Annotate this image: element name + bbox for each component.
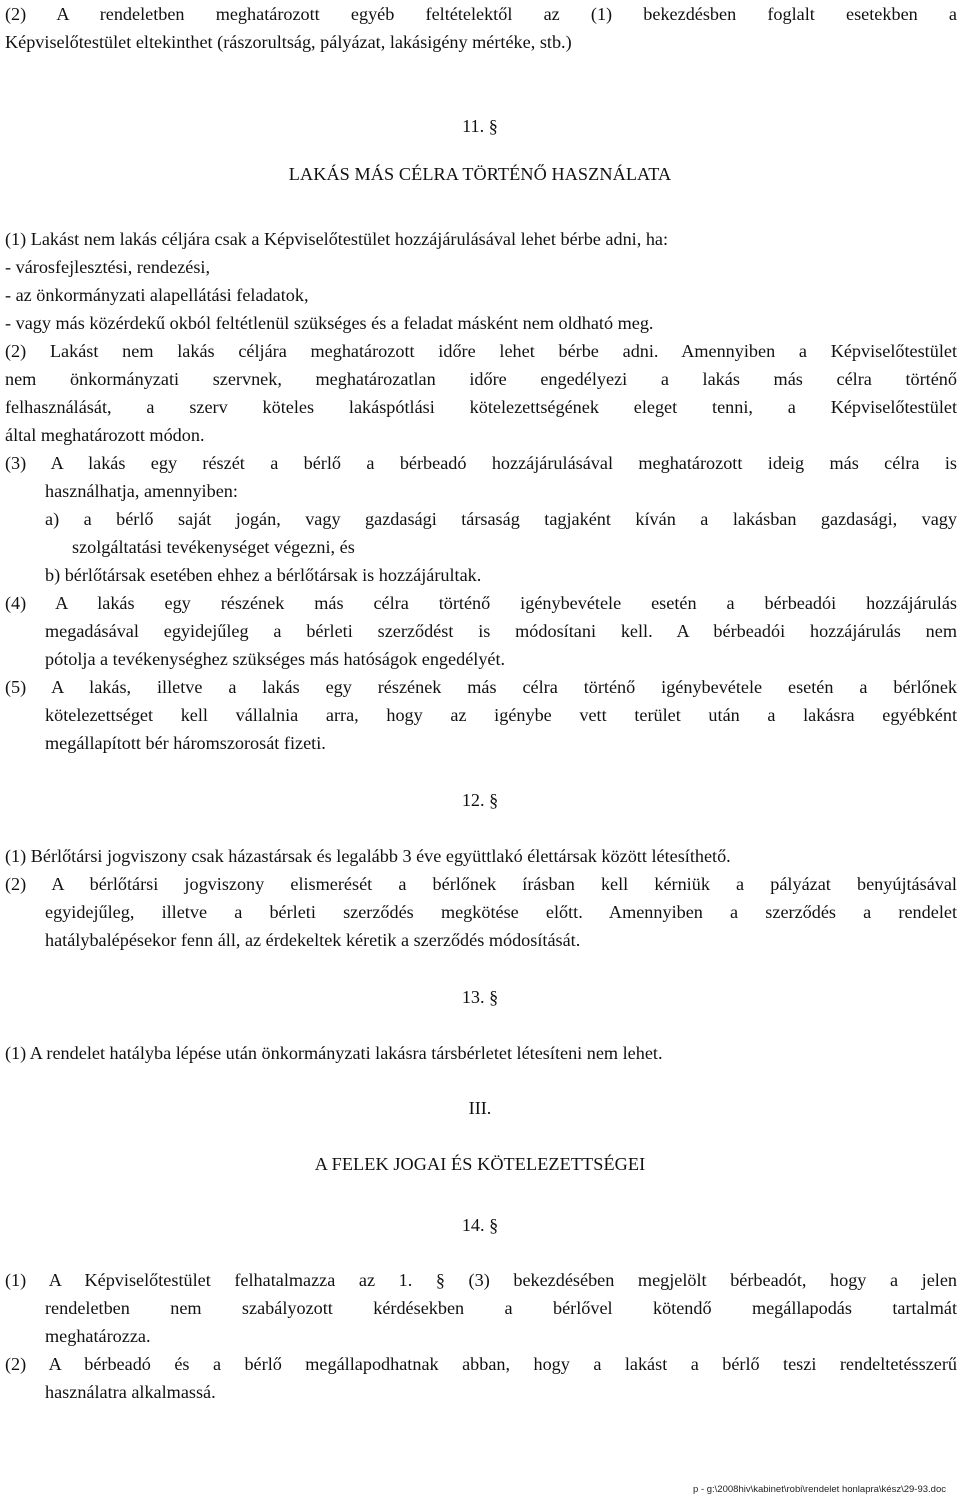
paragraph-line: használhatja, amennyiben: [45, 481, 238, 501]
section-number-13: 13. § [461, 987, 499, 1007]
list-item: - vagy más közérdekű okból feltétlenül szükséges és a feladat másként nem oldható meg. [5, 313, 654, 333]
footer-file-path: p - g:\2008hiv\kabinet\robi\rendelet honlapra\kész\29-93.doc [693, 1484, 946, 1495]
paragraph-line: pótolja a tevékenységhez szükséges más hatóságok engedélyét. [45, 649, 506, 669]
list-item: - az önkormányzati alapellátási feladatok, [5, 285, 309, 305]
paragraph-line: meghatározza. [45, 1326, 151, 1346]
paragraph-line: felhasználását, a szerv köteles lakáspótlási kötelezettségének eleget tenni, a Képviselőtestület [5, 397, 957, 417]
paragraph-line: által meghatározott módon. [5, 425, 205, 445]
paragraph-line: megállapított bér háromszorosát fizeti. [45, 733, 326, 753]
paragraph-line: hatálybalépésekor fenn áll, az érdekeltek kéretik a szerződés módosítását. [45, 930, 581, 950]
list-item: - városfejlesztési, rendezési, [5, 257, 211, 277]
paragraph-line: (1) Lakást nem lakás céljára csak a Képviselőtestület hozzájárulásával lehet bérbe adni, ha: [5, 229, 669, 249]
paragraph-line: (1) A Képviselőtestület felhatalmazza az 1. § (3) bekezdésében megjelölt bérbeadót, hogy a jelen [5, 1270, 957, 1290]
paragraph-line: kötelezettséget kell vállalnia arra, hogy az igénybe vett terület után a lakásra egyébként [45, 705, 957, 725]
section-number-12: 12. § [461, 790, 499, 810]
paragraph-line: (5) A lakás, illetve a lakás egy részének más célra történő igénybevétele esetén a bérlőnek [5, 677, 957, 697]
paragraph-line: Képviselőtestület eltekinthet (rászorultság, pályázat, lakásigény mértéke, stb.) [5, 32, 572, 52]
paragraph-line: (2) A bérlőtársi jogviszony elismerését a bérlőnek írásban kell kérniük a pályázat benyújtásával [5, 874, 957, 894]
section-title-11: LAKÁS MÁS CÉLRA TÖRTÉNŐ HASZNÁLATA [288, 164, 672, 184]
paragraph-line: (2) A bérbeadó és a bérlő megállapodhatnak abban, hogy a lakást a bérlő teszi rendeltetésszerű [5, 1354, 957, 1374]
paragraph-line: nem önkormányzati szervnek, meghatározatlan időre engedélyezi a lakás más célra történő [5, 369, 957, 389]
paragraph-line: (4) A lakás egy részének más célra történő igénybevétele esetén a bérbeadói hozzájárulás [5, 593, 957, 613]
paragraph-line: megadásával egyidejűleg a bérleti szerződést is módosítani kell. A bérbeadói hozzájárulás nem [45, 621, 957, 641]
list-item: a) a bérlő saját jogán, vagy gazdasági társaság tagjaként kíván a lakásban gazdasági, vagy [45, 509, 957, 529]
list-item: szolgáltatási tevékenységet végezni, és [72, 537, 355, 557]
paragraph-line: (3) A lakás egy részét a bérlő a bérbeadó hozzájárulásával meghatározott ideig más célra is [5, 453, 957, 473]
paragraph-line: (1) Bérlőtársi jogviszony csak házastársak és legalább 3 éve együttlakó élettársak között létesíthető. [5, 846, 731, 866]
paragraph-line: rendeletben nem szabályozott kérdésekben a bérlővel kötendő megállapodás tartalmát [45, 1298, 957, 1318]
chapter-title: A FELEK JOGAI ÉS KÖTELEZETTSÉGEI [314, 1154, 646, 1174]
paragraph-line: egyidejűleg, illetve a bérleti szerződés megkötése előtt. Amennyiben a szerződés a rendelet [45, 902, 957, 922]
paragraph-line: használatra alkalmassá. [45, 1382, 216, 1402]
paragraph-line: (1) A rendelet hatályba lépése után önkormányzati lakásra társbérletet létesíteni nem lehet. [5, 1043, 663, 1063]
section-number-14: 14. § [461, 1215, 499, 1235]
chapter-number: III. [468, 1098, 492, 1118]
paragraph-line: (2) Lakást nem lakás céljára meghatározott időre lehet bérbe adni. Amennyiben a Képviselőtestület [5, 341, 957, 361]
paragraph-line: (2) A rendeletben meghatározott egyéb feltételektől az (1) bekezdésben foglalt esetekben a [5, 4, 957, 24]
list-item: b) bérlőtársak esetében ehhez a bérlőtársak is hozzájárultak. [45, 565, 482, 585]
section-number-11: 11. § [462, 116, 498, 136]
